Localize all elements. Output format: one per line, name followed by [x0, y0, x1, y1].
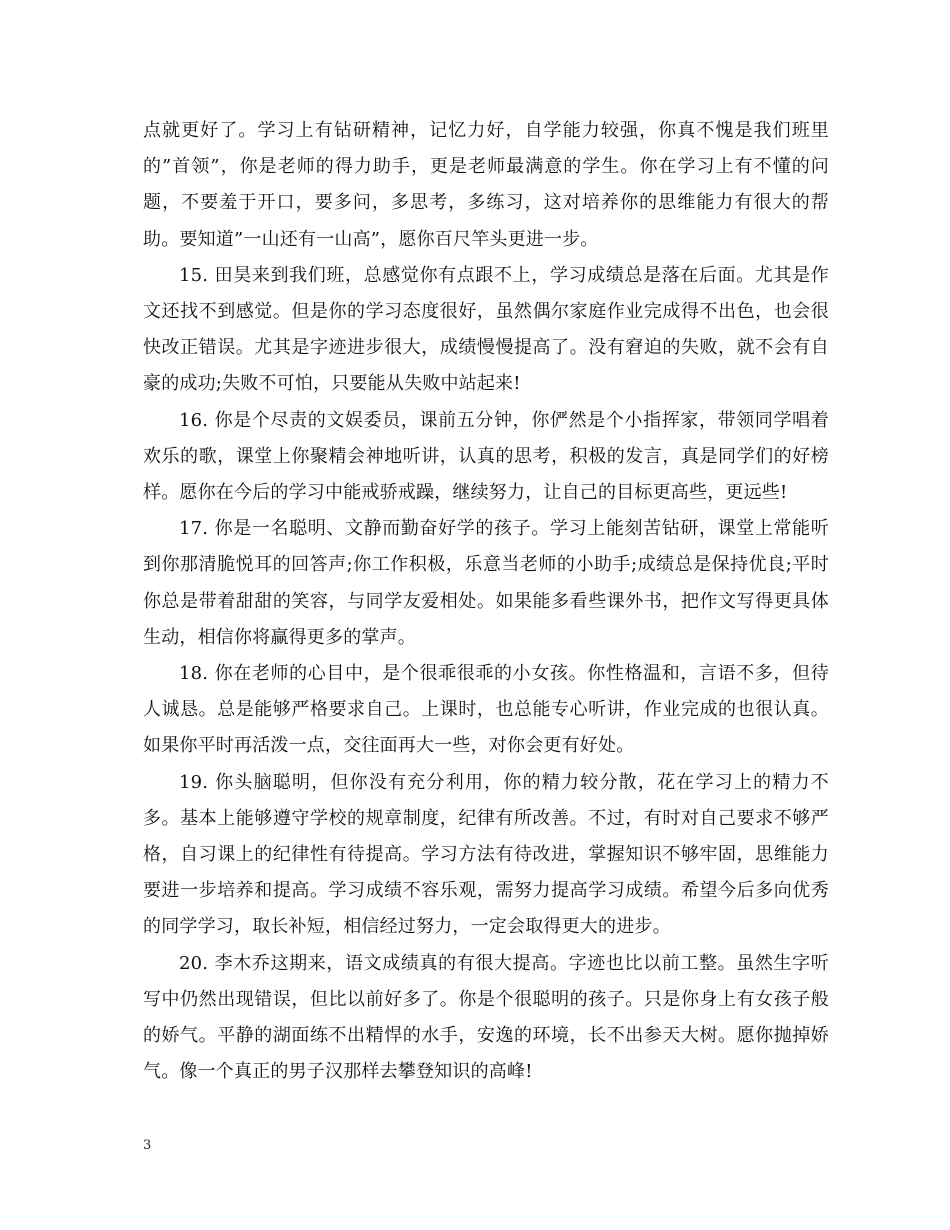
paragraph-item-16: 16. 你是个尽责的文娱委员，课前五分钟，你俨然是个小指挥家，带领同学唱着欢乐的歌，课堂上你聚精会神地听讲，认真的思考，积极的发言，真是同学们的好榜样。愿你在今后的学习中能戒骄戒躁，继续努力，让自己的目标更高些，更远些!	[143, 409, 829, 504]
paragraph-continuation: 点就更好了。学习上有钻研精神，记忆力好，自学能力较强，你真不愧是我们班里的”首领”，你是老师的得力助手，更是老师最满意的学生。你在学习上有不懂的问题，不要羞于开口，要多问，多思考，多练习，这对培养你的思维能力有很大的帮助。要知道”一山还有一山高”，愿你百尺竿头更进一步。	[143, 120, 829, 250]
paragraph-item-15: 15. 田昊来到我们班，总感觉你有点跟不上，学习成绩总是落在后面。尤其是作文还找不到感觉。但是你的学习态度很好，虽然偶尔家庭作业完成得不出色，也会很快改正错误。尤其是字迹进步很大，成绩慢慢提高了。没有窘迫的失败，就不会有自豪的成功;失败不可怕，只要能从失败中站起来!	[143, 264, 829, 395]
document-body	[143, 113, 829, 1090]
paragraph-item-18: 18. 你在老师的心目中，是个很乖很乖的小女孩。你性格温和，言语不多，但待人诚恳。总是能够严格要求自己。上课时，也总能专心听讲，作业完成的也很认真。如果你平时再活泼一点，交往面再大一些，对你会更有好处。	[143, 663, 829, 757]
paragraph-item-20: 20. 李木乔这期来，语文成绩真的有很大提高。字迹也比以前工整。虽然生字听写中仍然出现错误，但比以前好多了。你是个很聪明的孩子。只是你身上有女孩子般的娇气。平静的湖面练不出精悍的水手，安逸的环境，长不出参天大树。愿你抛掉娇气。像一个真正的男子汉那样去攀登知识的高峰!	[143, 952, 829, 1083]
paragraph-item-17: 17. 你是一名聪明、文静而勤奋好学的孩子。学习上能刻苦钻研，课堂上常能听到你那清脆悦耳的回答声;你工作积极，乐意当老师的小助手;成绩总是保持优良;平时你总是带着甜甜的笑容，与同学友爱相处。如果能多看些课外书，把作文写得更具体生动，相信你将赢得更多的掌声。	[143, 518, 829, 648]
page-number: 3	[143, 1138, 152, 1153]
paragraph-item-19: 19. 你头脑聪明，但你没有充分利用，你的精力较分散，花在学习上的精力不多。基本上能够遵守学校的规章制度，纪律有所改善。不过，有时对自己要求不够严格，自习课上的纪律性有待提高。学习方法有待改进，掌握知识不够牢固，思维能力要进一步培养和提高。学习成绩不容乐观，需努力提高学习成绩。希望今后多向优秀的同学学习，取长补短，相信经过努力，一定会取得更大的进步。	[143, 771, 829, 938]
